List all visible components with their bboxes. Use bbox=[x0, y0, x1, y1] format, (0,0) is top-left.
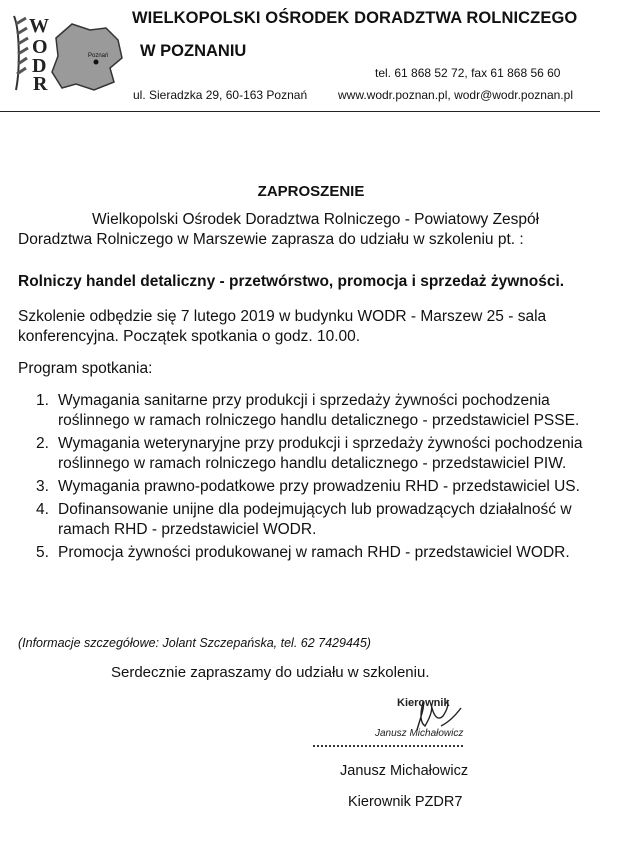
list-item bbox=[36, 391, 606, 431]
wodr-logo bbox=[10, 10, 128, 95]
program-list bbox=[36, 391, 606, 566]
signatory-role: Kierownik PZDR7 bbox=[348, 794, 463, 810]
org-name: WIELKOPOLSKI OŚRODEK DORADZTWA ROLNICZEGO bbox=[132, 9, 578, 27]
letter-title: ZAPROSZENIE bbox=[257, 183, 365, 200]
svg-text:R: R bbox=[33, 73, 48, 95]
list-item bbox=[36, 434, 606, 474]
list-text: Wymagania sanitarne przy produkcji i sprzedaży żywności pochodzenia roślinnego w ramach rolniczego handlu detalicznego - przedstawiciel PSSE. bbox=[58, 392, 580, 429]
svg-text:D: D bbox=[32, 55, 47, 77]
org-city: W POZNANIU bbox=[140, 42, 247, 60]
list-number: 3. bbox=[36, 478, 49, 495]
list-number: 5. bbox=[36, 544, 49, 561]
wodr-letters bbox=[29, 15, 49, 95]
signature-line bbox=[313, 745, 463, 747]
list-number: 4. bbox=[36, 501, 49, 518]
closing-greeting: Serdecznie zapraszamy do udziału w szkoleniu. bbox=[111, 664, 430, 681]
list-text: Dofinansowanie unijne dla podejmujących lub prowadzących działalność w ramach RHD - przedstawiciel WODR. bbox=[58, 501, 572, 538]
wheat-icon bbox=[14, 16, 28, 90]
contact-info: (Informacje szczegółowe: Jolant Szczepańska, tel. 62 7429445) bbox=[18, 636, 371, 650]
list-text: Promocja żywności produkowanej w ramach RHD - przedstawiciel WODR. bbox=[58, 544, 570, 561]
signatory-name: Janusz Michałowicz bbox=[340, 763, 469, 779]
intro-line-1: Wielkopolski Ośrodek Doradztwa Rolniczego - Powiatowy Zespół bbox=[92, 211, 540, 228]
training-subject: Rolniczy handel detaliczny - przetwórstwo, promocja i sprzedaż żywności. bbox=[18, 273, 565, 290]
list-item bbox=[36, 477, 606, 497]
training-details: Szkolenie odbędzie się 7 lutego 2019 w budynku WODR - Marszew 25 - sala konferencyjna. Początek spotkania o godz. 10.00. bbox=[18, 308, 547, 345]
org-address: ul. Sieradzka 29, 60-163 Poznań bbox=[133, 88, 308, 102]
list-text: Wymagania weterynaryjne przy produkcji i sprzedaży żywności pochodzenia roślinnego w ramach rolniczego handlu detalicznego - przedstawiciel PIW. bbox=[58, 435, 583, 472]
svg-text:O: O bbox=[32, 36, 48, 58]
list-number: 2. bbox=[36, 435, 49, 452]
svg-text:Poznań: Poznań bbox=[88, 53, 109, 59]
svg-text:W: W bbox=[29, 15, 49, 37]
list-number: 1. bbox=[36, 392, 49, 409]
list-item bbox=[36, 500, 606, 540]
intro-line-2: Doradztwa Rolniczego w Marszewie zaprasza do udziału w szkoleniu pt. : bbox=[18, 231, 524, 248]
list-item bbox=[36, 543, 606, 563]
program-label: Program spotkania: bbox=[18, 360, 153, 377]
header-divider bbox=[0, 111, 600, 112]
contact-phone-fax: tel. 61 868 52 72, fax 61 868 56 60 bbox=[375, 66, 561, 80]
region-map-icon bbox=[52, 24, 122, 90]
stamp-name: Janusz Michałowicz bbox=[375, 728, 464, 739]
stamp-role: Kierownik bbox=[397, 697, 450, 709]
list-text: Wymagania prawno-podatkowe przy prowadzeniu RHD - przedstawiciel US. bbox=[58, 478, 580, 495]
web-email: www.wodr.poznan.pl, wodr@wodr.poznan.pl bbox=[338, 88, 573, 102]
signature-stamp bbox=[375, 686, 485, 744]
